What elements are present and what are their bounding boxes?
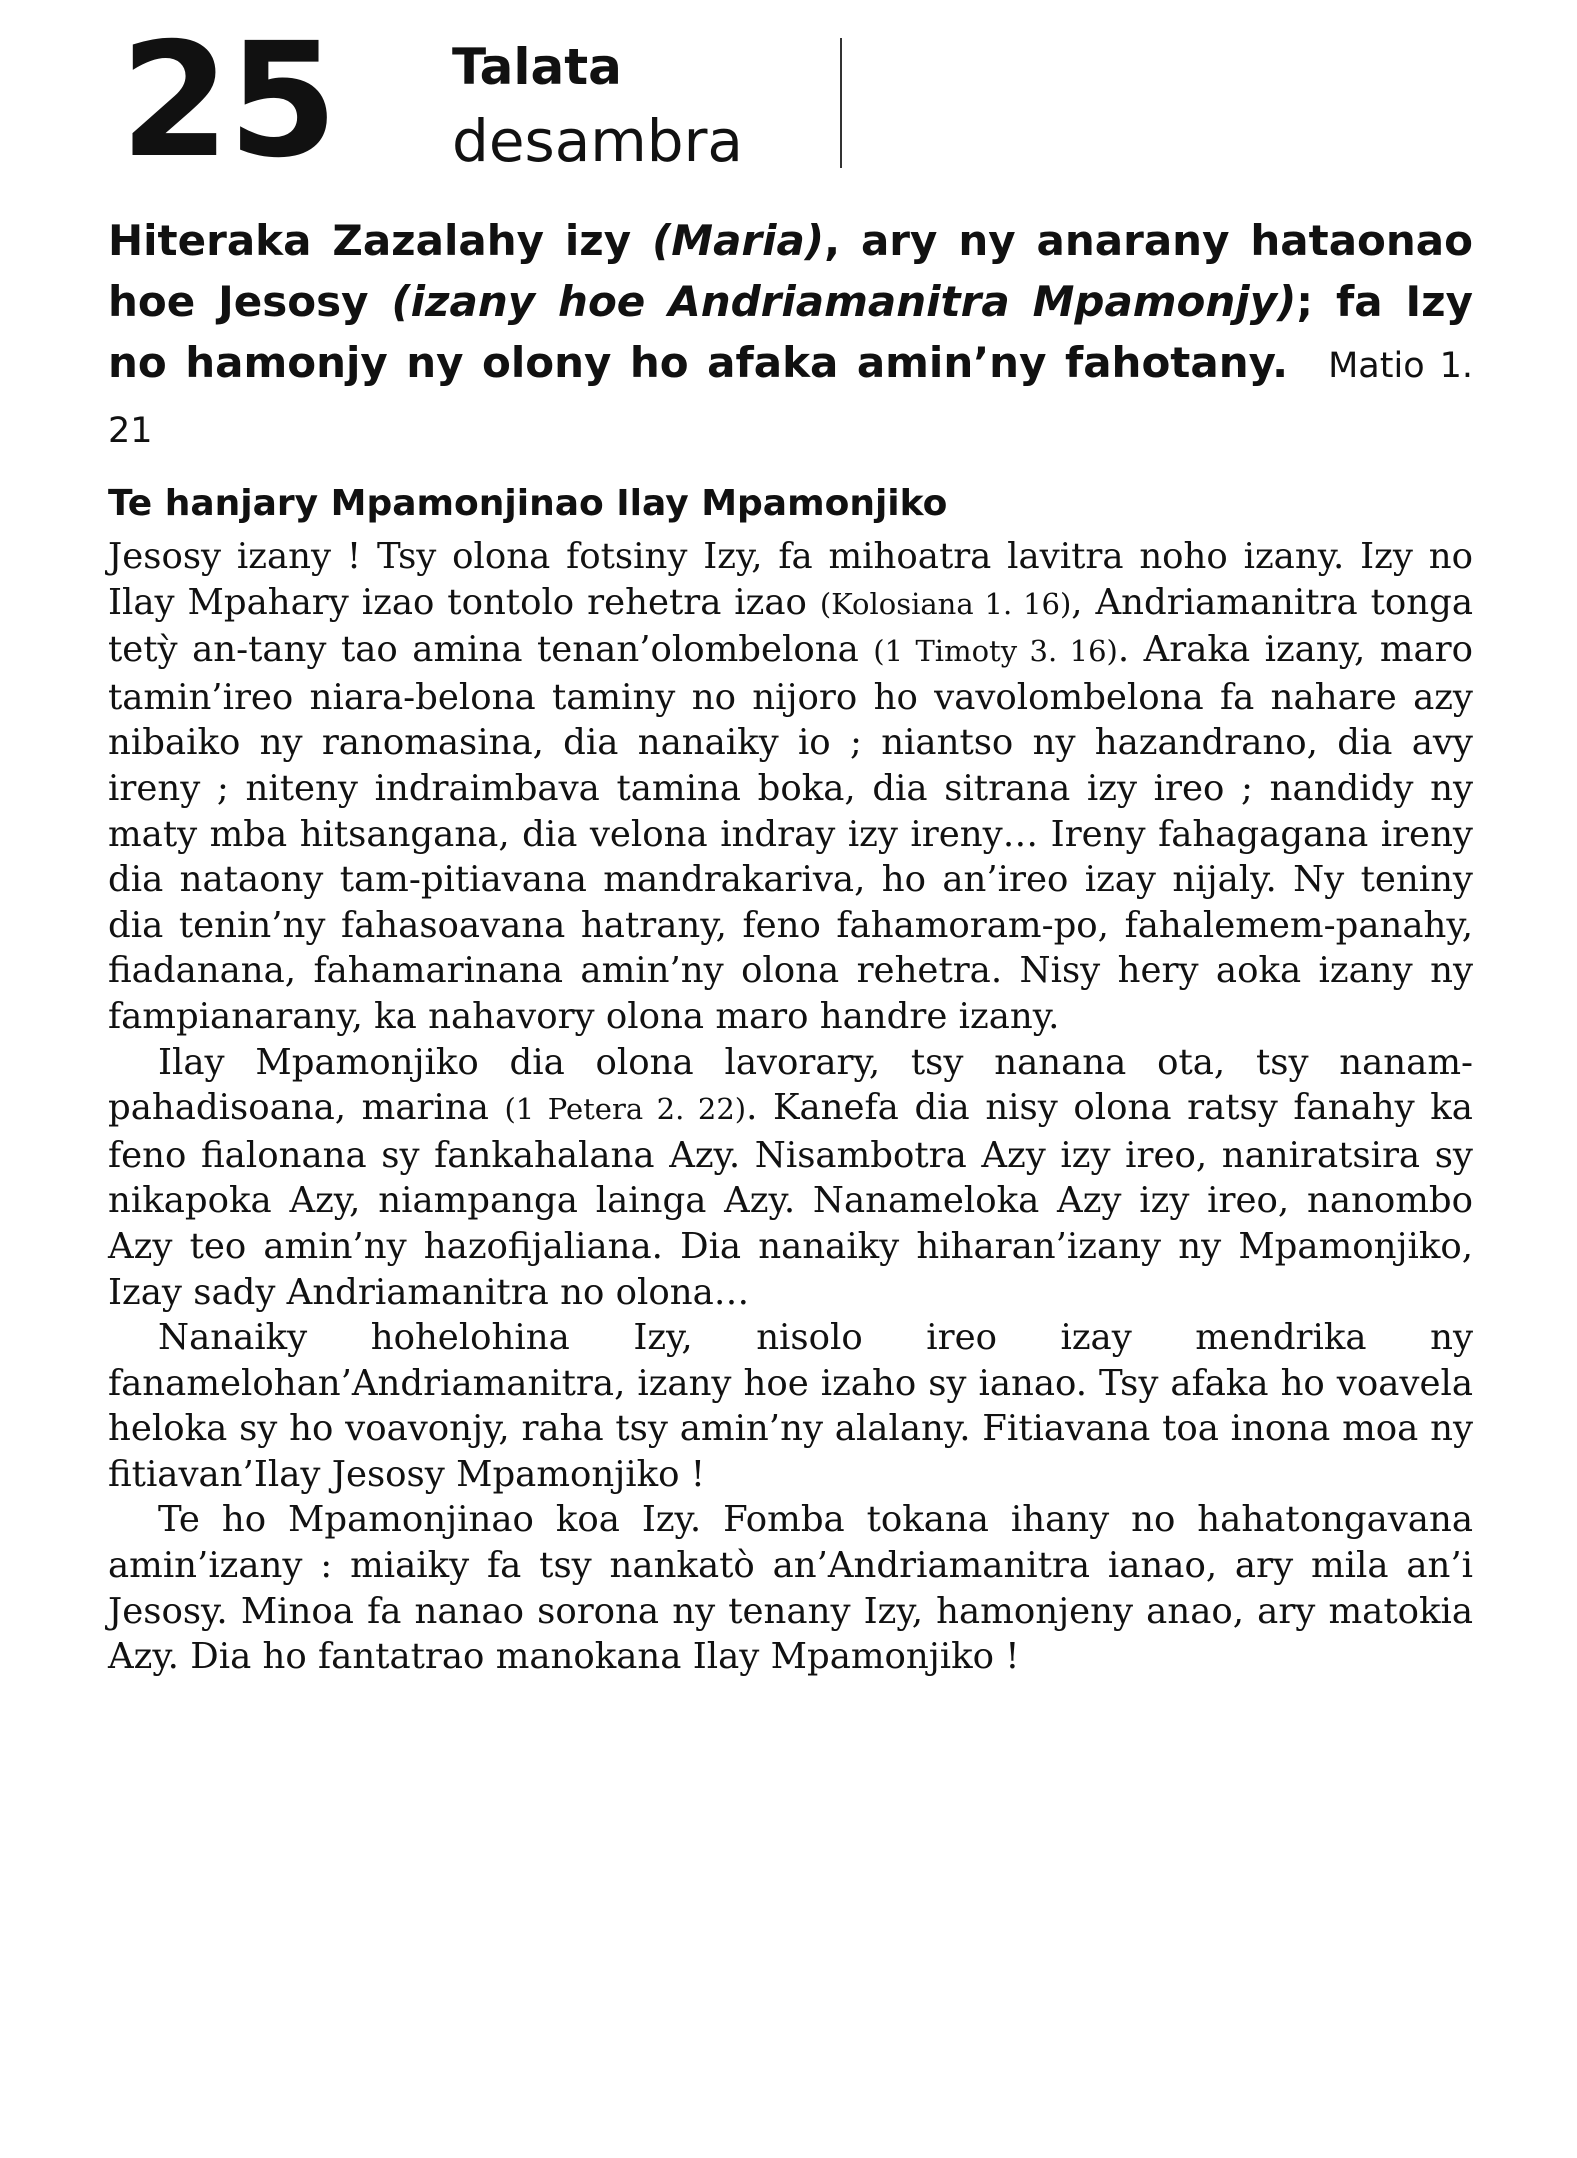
paragraph-4: Te ho Mpamonjinao koa Izy. Fomba tokana ihany no hahatongavana amin’izany : miaiky fa tsy nankatò an’Andriamanitra ianao, ary mila an’i Jesosy. Minoa fa nanao sorona ny tenany Izy, hamonjeny anao, ary matokia Azy. Dia ho fantatrao manokana Ilay Mpamonjiko !: [108, 1499, 1473, 1678]
verse-reference: Matio 1. 21: [108, 346, 1473, 451]
paragraph-2: [108, 1040, 1473, 1316]
paragraph-1-text-b: , Andriamanitra tonga tetỳ an-tany tao amina tenan’olombelona: [108, 581, 1474, 671]
paragraph-3: Nanaiky hohelohina Izy, nisolo ireo izay mendrika ny fanamelohan’Andriamanitra, izany hoe izaho sy ianao. Tsy afaka ho voavela heloka sy ho voavonjy, raha tsy amin’ny alalany. Fitiavana toa inona moa ny fitiavan’Ilay Jesosy Mpamonjiko !: [108, 1317, 1473, 1495]
verse-parenthetical-1: (Maria): [652, 216, 825, 265]
paragraph-2-text-b: . Kanefa dia nisy olona ratsy fanahy ka feno fialonana sy fankahalana Azy. Nisambotra Azy izy ireo, naniratsira sy nikapoka Azy, niampanga lainga Azy. Nanameloka Azy izy ireo, nanombo Azy teo amin’ny hazofijaliana. Dia nanaiky hiharan’izany ny Mpamonjiko, Izay sady Andriamanitra no olona…: [108, 1087, 1473, 1313]
bible-verse: [108, 210, 1473, 462]
meditation-title: Te hanjary Mpamonjinao Ilay Mpamonjiko: [108, 483, 948, 524]
verse-text-2: , ary ny anarany hataonao hoe Jesosy: [108, 216, 1474, 326]
header-divider: [840, 38, 842, 168]
paragraph-1: [108, 534, 1473, 1040]
date-number: 25: [120, 9, 336, 193]
verse-text-3: ; fa Izy no hamonjy ny olony ho afaka amin’ny fahotany.: [108, 277, 1473, 387]
scripture-reference: (1 Petera 2. 22): [504, 1092, 747, 1127]
month: desambra: [452, 107, 743, 175]
weekday: Talata: [452, 38, 622, 96]
meditation-body: [108, 534, 1473, 1680]
paragraph-2-text-a: Ilay Mpamonjiko dia olona lavorary, tsy nanana ota, tsy nanam-pahadisoana, marina: [108, 1041, 1473, 1129]
verse-parenthetical-2: (izany hoe Andriamanitra Mpamonjy): [391, 277, 1297, 326]
verse-text-1: Hiteraka Zazalahy izy: [108, 216, 653, 265]
paragraph-1-text-c: . Araka izany, maro tamin’ireo niara-belona taminy no nijoro ho vavolombelona fa nahare azy nibaiko ny ranomasina, dia nanaiky io ; niantso ny hazandrano, dia avy ireny ; niteny indraimbava tamina boka, dia sitrana izy ireo ; nandidy ny maty mba hitsangana, dia velona indray izy ireny… Ireny fahagagana ireny dia nataony tam-pitiavana mandrakariva, ho an’ireo izay nijaly. Ny teniny dia tenin’ny fahasoavana hatrany, feno fahamoram-po, fahalemem-panahy, fiadanana, fahamarinana amin’ny olona rehetra. Nisy hery aoka izany ny fampianarany, ka nahavory olona maro handre izany.: [108, 629, 1474, 1037]
paragraph-1-text-a: Jesosy izany ! Tsy olona fotsiny Izy, fa mihoatra lavitra noho izany. Izy no Ilay Mpahary izao tontolo rehetra izao: [108, 536, 1473, 623]
scripture-reference: (Kolosiana 1. 16): [819, 586, 1072, 621]
scripture-reference: (1 Timoty 3. 16): [873, 634, 1118, 669]
